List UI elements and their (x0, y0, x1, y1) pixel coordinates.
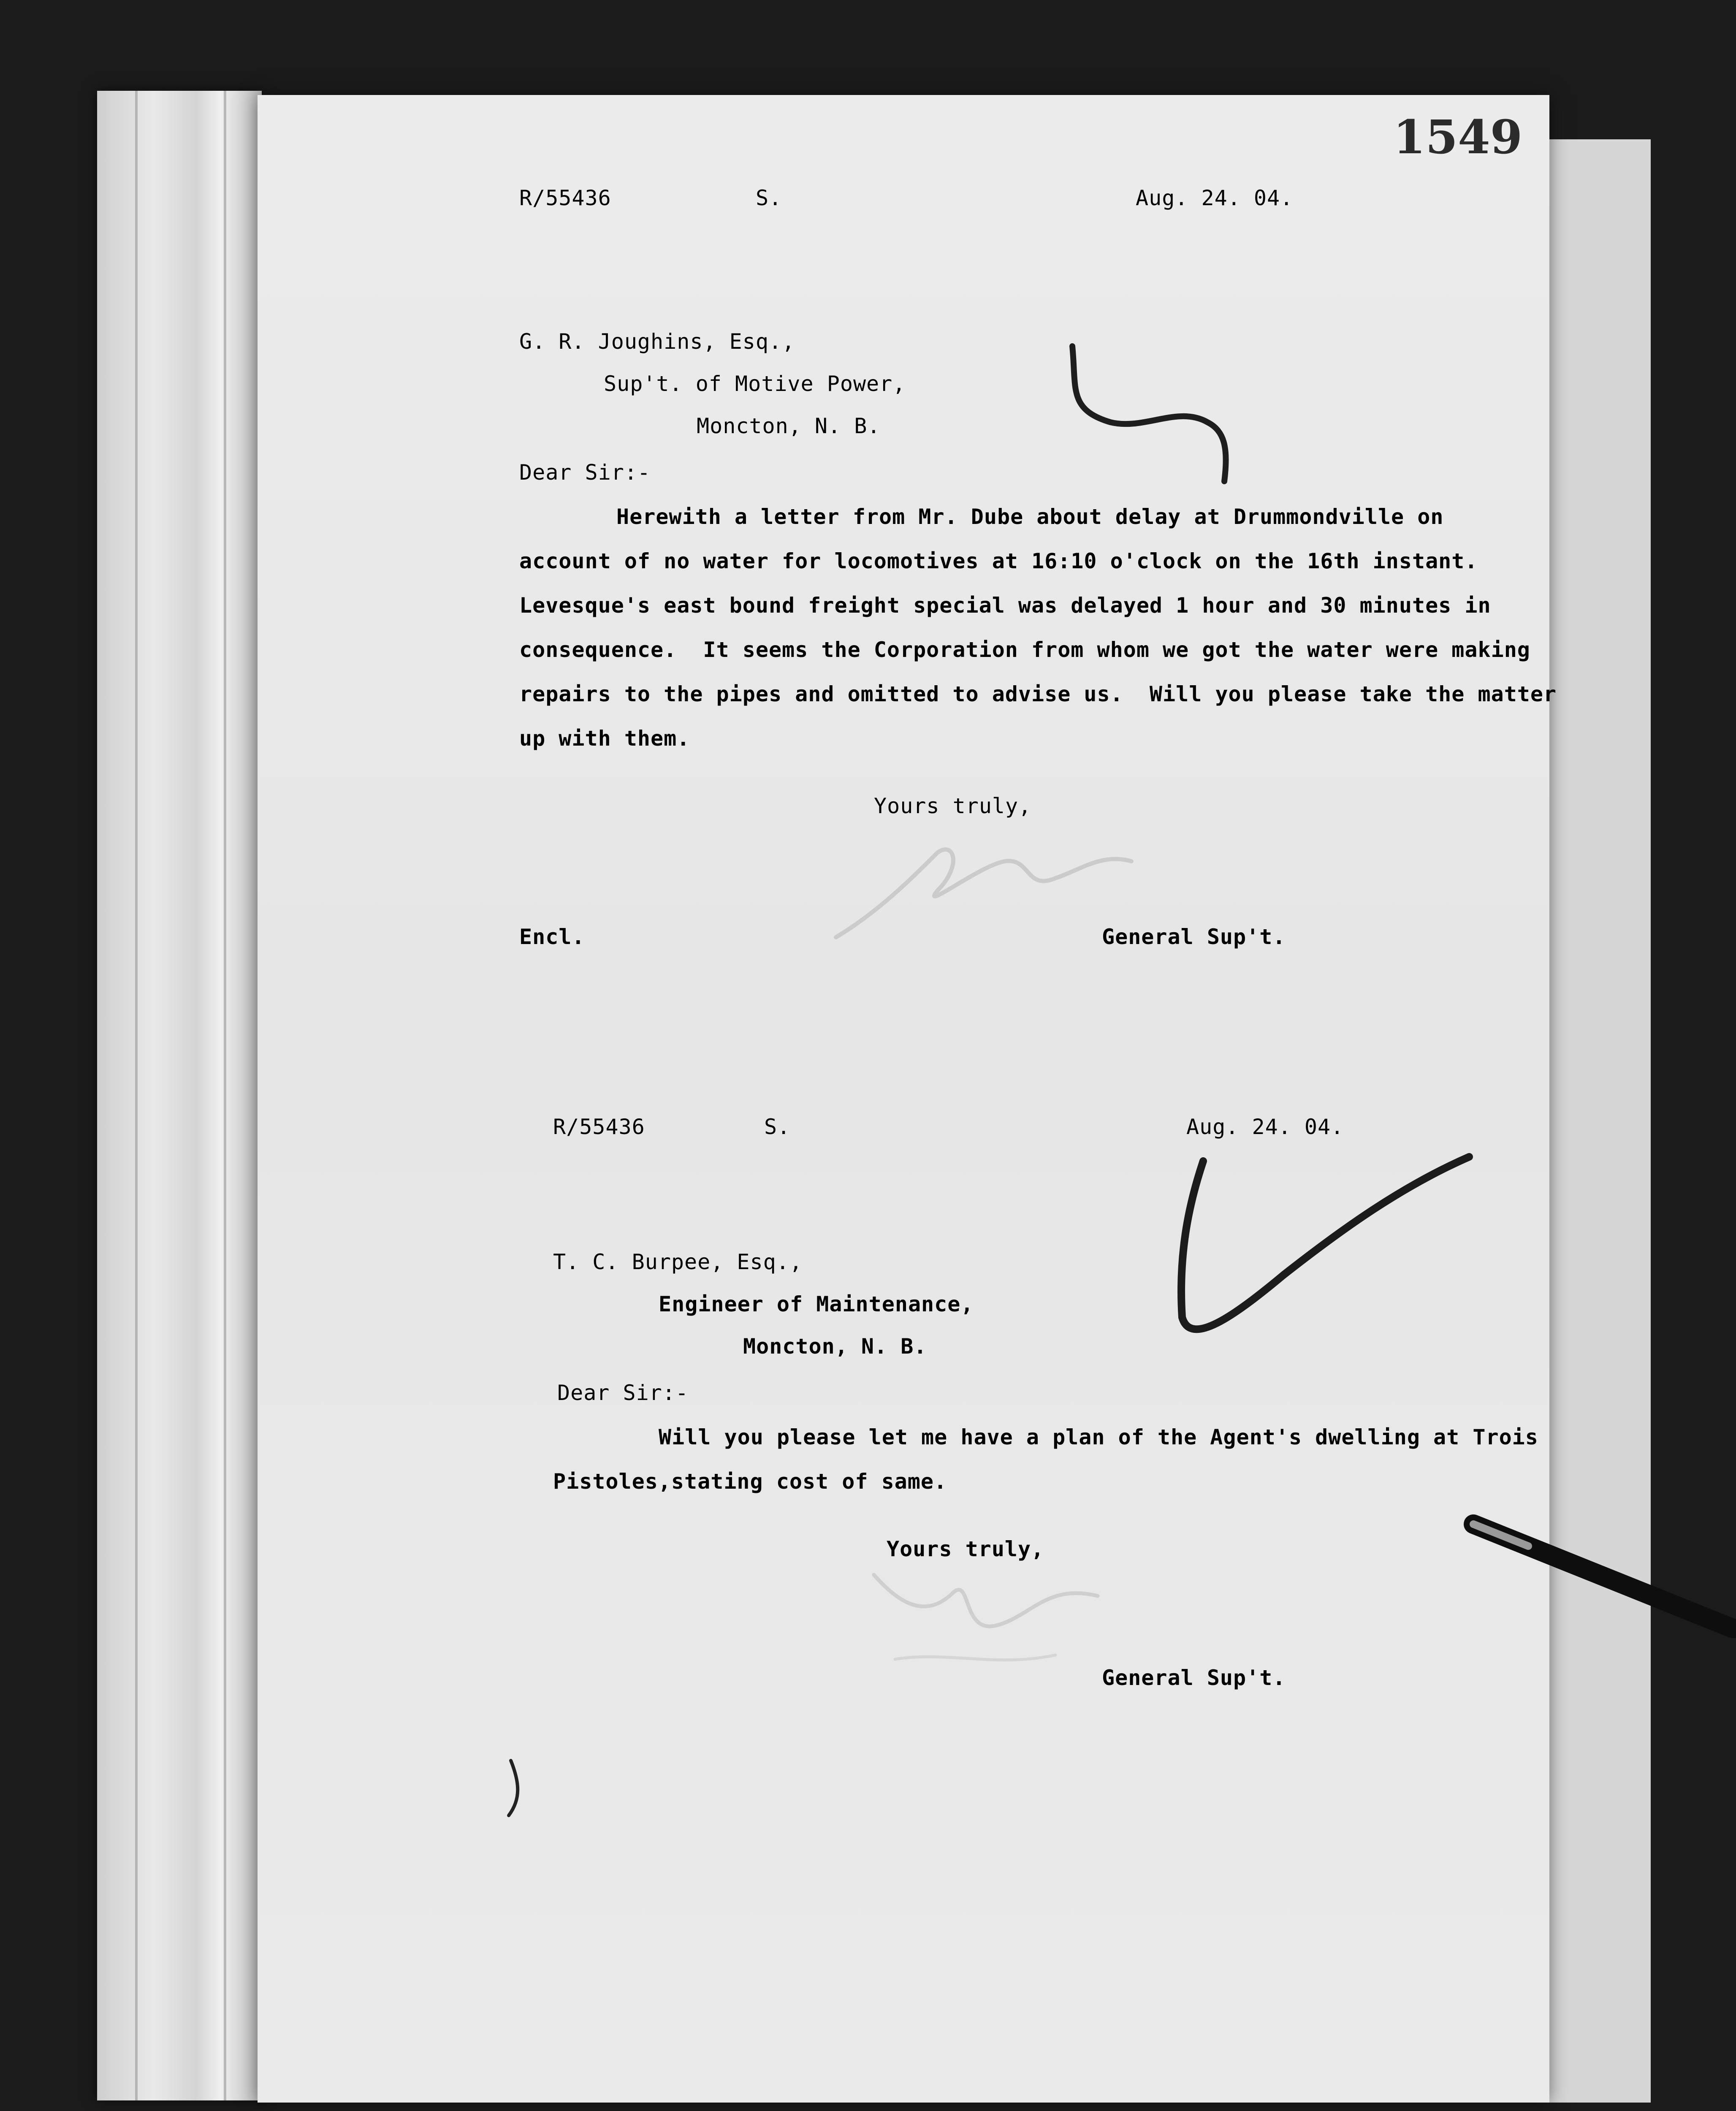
letter1-addressee-title: Sup't. of Motive Power, (604, 372, 906, 396)
page-number: 1549 (1393, 110, 1523, 164)
letter1-body-line: Levesque's east bound freight special was delayed 1 hour and 30 minutes in (519, 593, 1491, 618)
letter1-body-line: repairs to the pipes and omitted to advise us. Will you please take the matter (519, 682, 1557, 706)
letter1-addressee-name: G. R. Joughins, Esq., (519, 329, 795, 354)
letter1-body-line: consequence. It seems the Corporation from whom we got the water were making (519, 638, 1530, 662)
letter2-addressee-title: Engineer of Maintenance, (659, 1292, 974, 1316)
spine-fold (224, 91, 226, 2100)
letter2-addressee-place: Moncton, N. B. (743, 1334, 927, 1359)
faded-signature-2 (861, 1558, 1123, 1710)
letter1-addressee-place: Moncton, N. B. (697, 414, 881, 438)
pen-pointer (1461, 1503, 1736, 1638)
letter2-signer-title: General Sup't. (1102, 1666, 1286, 1690)
letter1-closing: Yours truly, (874, 794, 1032, 818)
letter2-initial: S. (764, 1115, 791, 1139)
checkmark-tick (1165, 1148, 1486, 1351)
letterbook-page (258, 95, 1549, 2103)
letter1-signer-title: General Sup't. (1102, 925, 1286, 949)
letter1-date: Aug. 24. 04. (1136, 186, 1294, 210)
binding-spine (97, 91, 262, 2100)
margin-ink-mark (502, 1756, 528, 1824)
letter2-body-line: Will you please let me have a plan of the Agent's dwelling at Trois (659, 1425, 1538, 1449)
letter2-date: Aug. 24. 04. (1186, 1115, 1344, 1139)
letter1-body-line: Herewith a letter from Mr. Dube about delay at Drummondville on (616, 505, 1444, 529)
ink-flourish-mark (1055, 338, 1245, 498)
letter2-ref: R/55436 (553, 1115, 645, 1139)
faded-signature-1 (827, 828, 1157, 954)
spine-fold (135, 91, 138, 2100)
letter2-body-line: Pistoles,stating cost of same. (553, 1469, 947, 1494)
letter2-salutation: Dear Sir:- (557, 1381, 689, 1405)
letter1-enclosure: Encl. (519, 925, 585, 949)
letter1-initial: S. (756, 186, 782, 210)
letter2-addressee-name: T. C. Burpee, Esq., (553, 1250, 803, 1274)
letter1-body-line: account of no water for locomotives at 16:10 o'clock on the 16th instant. (519, 549, 1478, 573)
letter1-ref: R/55436 (519, 186, 611, 210)
letter2-closing: Yours truly, (887, 1537, 1044, 1561)
letter1-body-line: up with them. (519, 726, 690, 751)
letter1-salutation: Dear Sir:- (519, 460, 651, 485)
